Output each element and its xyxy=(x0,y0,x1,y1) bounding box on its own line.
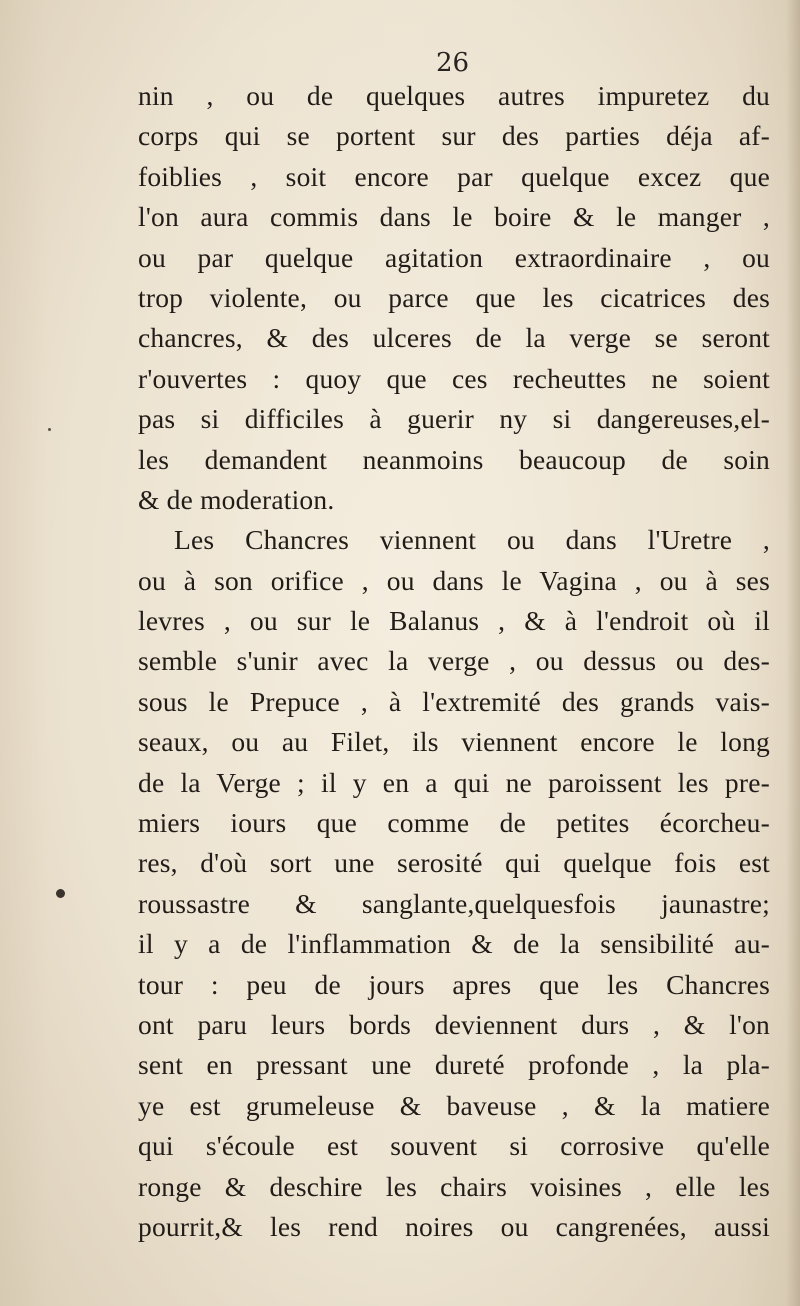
text-line: il y a de l'inflammation & de la sensibilité au- xyxy=(138,928,770,960)
text-line: levres , ou sur le Balanus , & à l'endroit où il xyxy=(138,605,770,637)
text-line: qui s'écoule est souvent si corrosive qu'elle xyxy=(138,1130,770,1162)
text-line: nin , ou de quelques autres impuretez du xyxy=(138,80,770,111)
text-line: sous le Prepuce , à l'extremité des grands vais- xyxy=(138,685,770,717)
text-line: roussastre & sanglante,quelquesfois jaunastre; xyxy=(138,887,770,919)
text-line: ye est grumeleuse & baveuse , & la matiere xyxy=(138,1089,770,1121)
text-line: ont paru leurs bords deviennent durs , & l'on xyxy=(138,1008,770,1040)
text-line: tour : peu de jours apres que les Chancres xyxy=(138,968,770,1000)
text-line: semble s'unir avec la verge , ou dessus ou des- xyxy=(138,645,770,677)
ink-spot xyxy=(48,428,51,431)
text-line: les demandent neanmoins beaucoup de soin xyxy=(138,443,770,475)
text-line: corps qui se portent sur des parties déja af- xyxy=(138,120,770,152)
text-line: ronge & deschire les chairs voisines , elle les xyxy=(138,1170,770,1202)
text-line: trop violente, ou parce que les cicatrices des xyxy=(138,281,770,313)
page-number: 26 xyxy=(436,48,470,78)
text-line: seaux, ou au Filet, ils viennent encore le long xyxy=(138,726,770,758)
text-line: pas si difficiles à guerir ny si dangereuses,el- xyxy=(138,403,770,435)
text-line: res, d'où sort une serosité qui quelque fois est xyxy=(138,847,770,879)
body-text xyxy=(138,76,770,1247)
text-line: chancres, & des ulceres de la verge se seront xyxy=(138,322,770,354)
text-line: pourrit,& les rend noires ou cangrenées, aussi xyxy=(138,1210,770,1242)
text-line: l'on aura commis dans le boire & le manger , xyxy=(138,201,770,233)
text-line: ou par quelque agitation extraordinaire , ou xyxy=(138,241,770,273)
text-line: sent en pressant une dureté profonde , la pla- xyxy=(138,1049,770,1081)
text-line: foiblies , soit encore par quelque excez que xyxy=(138,160,770,192)
page-edge-shadow xyxy=(786,0,800,1306)
text-line: de la Verge ; il y en a qui ne paroissent les pre- xyxy=(138,766,770,798)
text-line: ou à son orifice , ou dans le Vagina , ou à ses xyxy=(138,564,770,596)
ink-spot xyxy=(56,889,65,898)
text-line: & de moderation. xyxy=(138,483,335,515)
text-line: r'ouvertes : quoy que ces recheuttes ne soient xyxy=(138,362,770,394)
paragraph-start-line: Les Chancres viennent ou dans l'Uretre , xyxy=(174,524,770,556)
text-line: miers iours que comme de petites écorcheu- xyxy=(138,807,770,839)
